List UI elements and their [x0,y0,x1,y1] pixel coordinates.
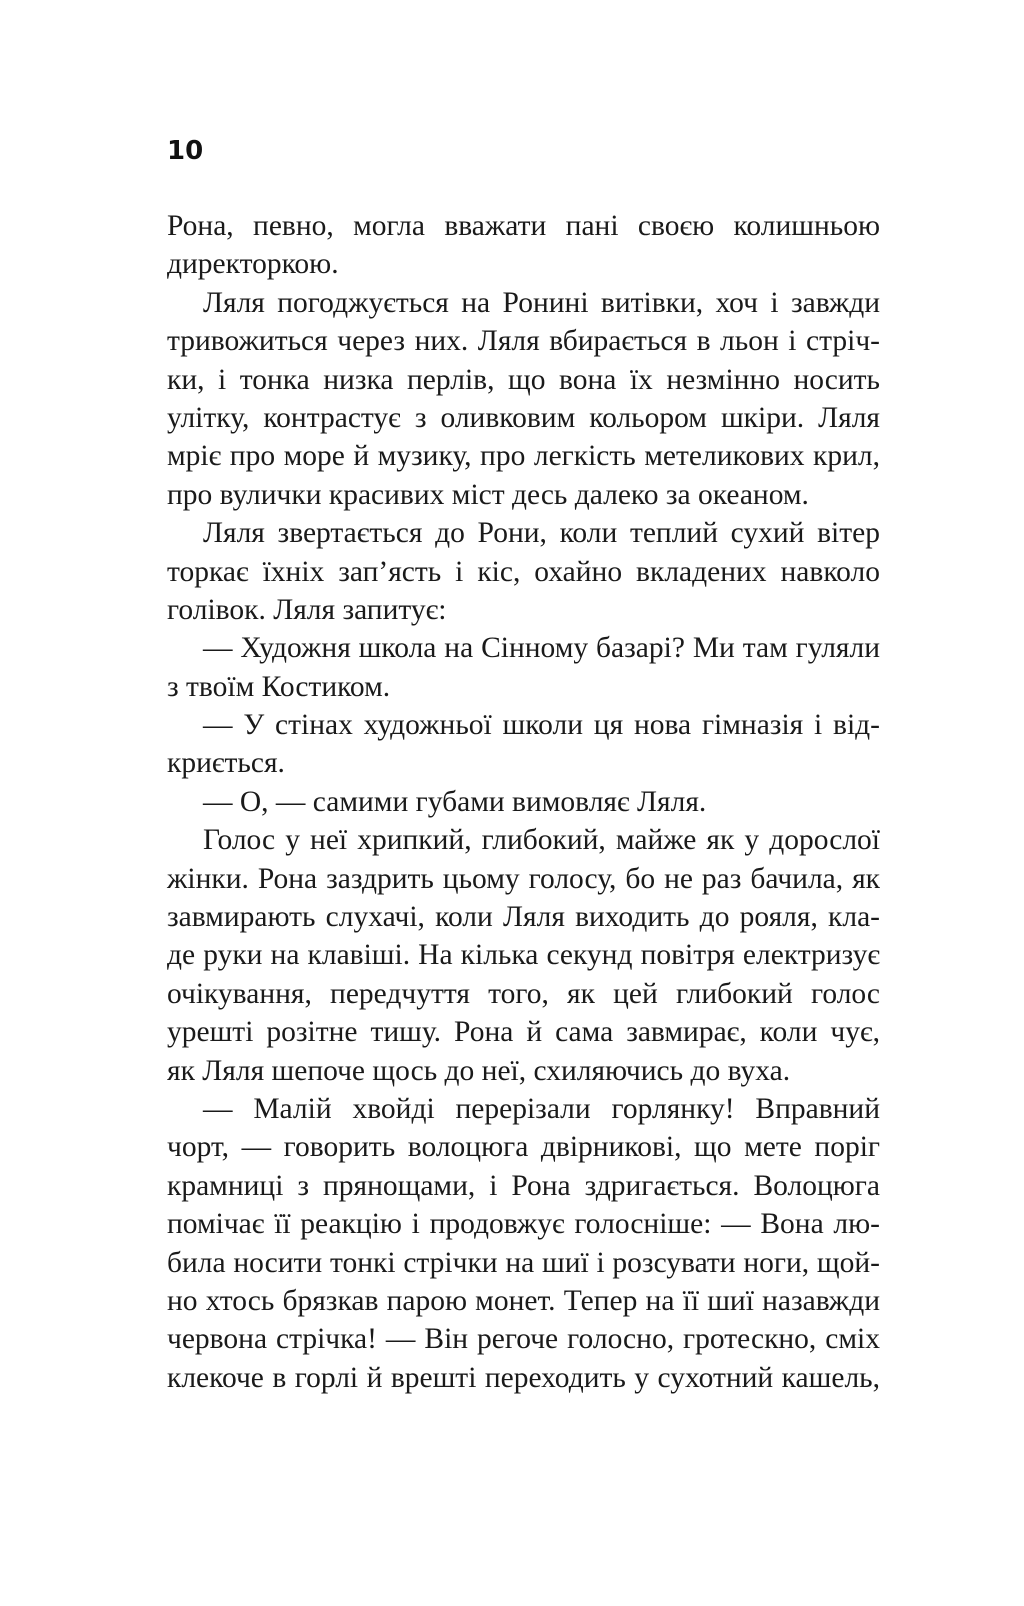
text-line: — У стінах художньої школи ця нова гімназія і від- [203,709,880,742]
text-line: криється. [167,747,285,780]
text-line: мріє про море й музику, про легкість метеликових крил, [167,440,880,473]
text-line: де руки на клавіші. На кілька секунд повітря електризує [167,939,880,972]
text-line: про вулички красивих міст десь далеко за океаном. [167,478,809,511]
text-line: чорт, — говорить волоцюга двірникові, що мете поріг [167,1131,880,1164]
text-line: як Ляля шепоче щось до неї, схиляючись до вуха. [167,1054,791,1087]
text-line: клекоче в горлі й врешті переходить у сухотний кашель, [167,1361,880,1394]
text-line: урешті розітне тишу. Рона й сама завмирає, коли чує, [167,1016,880,1049]
text-line: била носити тонкі стрічки на шиї і розсувати ноги, щой- [167,1246,880,1279]
text-line: Ляля звертається до Рони, коли теплий сухий вітер [203,517,880,550]
text-line: жінки. Рона заздрить цьому голосу, бо не раз бачила, як [167,862,880,895]
text-line: улітку, контрастує з оливковим кольором шкіри. Ляля [167,401,880,434]
text-line: завмирають слухачі, коли Ляля виходить до рояля, кла- [167,901,880,934]
text-line: тривожиться через них. Ляля вбирається в льон і стріч- [167,325,880,358]
page-number: 10 [167,136,204,166]
text-line: очікування, передчуття того, як цей глибокий голос [167,977,880,1010]
text-line: Ляля погоджується на Ронині витівки, хоч і завжди [203,286,880,319]
text-line: Рона, певно, могла вважати пані своєю колишньою [167,210,880,242]
text-line: крамниці з прянощами, і Рона здригається. Волоцюга [167,1169,880,1202]
text-line: червона стрічка! — Він регоче голосно, гротескно, сміх [167,1323,880,1356]
text-line: — О, — самими губами вимовляє Ляля. [203,785,707,818]
text-line: голівок. Ляля запитує: [167,593,447,626]
text-line: ки, і тонка низка перлів, що вона їх незмінно носить [167,363,880,396]
text-line: но хтось брязкав парою монет. Тепер на її шиї назавжди [167,1284,880,1317]
text-line: — Малій хвойді перерізали горлянку! Вправний [203,1092,880,1125]
body-text [167,207,880,1397]
text-line: помічає її реакцію і продовжує голосніше: — Вона лю- [167,1208,880,1241]
text-line: директоркою. [167,248,339,281]
text-line: торкає їхніх зап’ясть і кіс, охайно вкладених навколо [167,555,880,588]
text-line: — Художня школа на Сінному базарі? Ми там гуляли [203,632,880,665]
text-line: Голос у неї хрипкий, глибокий, майже як у дорослої [203,824,880,857]
text-line: з твоїм Костиком. [167,670,391,703]
